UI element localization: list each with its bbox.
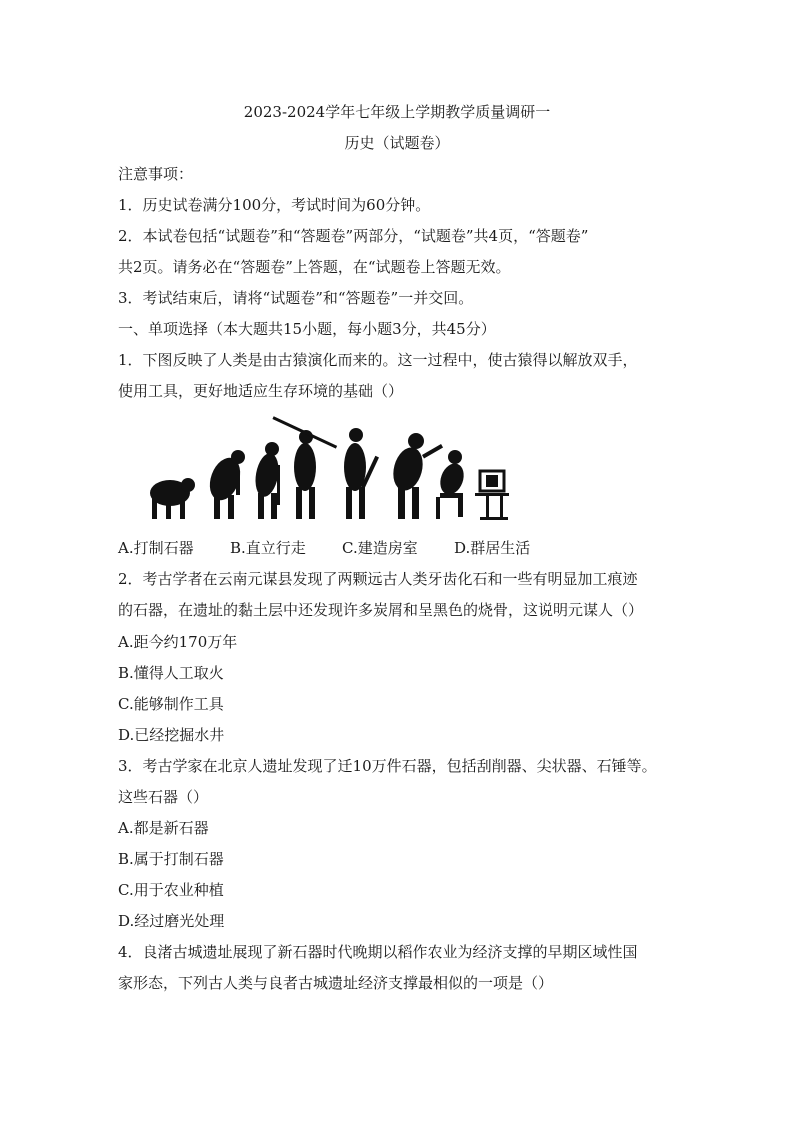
notice-item: 1．历史试卷满分100分，考试时间为60分钟。 bbox=[118, 196, 431, 214]
option-c[interactable]: C.能够制作工具 bbox=[118, 695, 224, 713]
notice-item: 共2页。请务必在“答题卷”上答题，在“试题卷上答题无效。 bbox=[118, 258, 511, 276]
option-b[interactable]: B.直立行走 bbox=[230, 539, 306, 557]
question-1-options bbox=[118, 538, 698, 558]
option-c[interactable]: C.用于农业种植 bbox=[118, 881, 224, 899]
option-d[interactable]: D.经过磨光处理 bbox=[118, 912, 225, 930]
option-b[interactable]: B.属于打制石器 bbox=[118, 850, 224, 868]
question-1-stem: 1．下图反映了人类是由古猿演化而来的。这一过程中，使古猿得以解放双手， bbox=[118, 351, 638, 369]
option-a[interactable]: A.打制石器 bbox=[118, 539, 194, 557]
section-heading: 一、单项选择（本大题共15小题，每小题3分，共45分） bbox=[118, 320, 496, 338]
question-4-stem: 4．良渚古城遗址展现了新石器时代晚期以稻作农业为经济支撑的早期区域性国 bbox=[118, 943, 638, 961]
question-3-stem: 3．考古学家在北京人遗址发现了迁10万件石器，包括刮削器、尖状器、石锤等。 bbox=[118, 757, 657, 775]
exam-title: 2023-2024学年七年级上学期教学质量调研一 bbox=[243, 103, 551, 121]
exam-subtitle: 历史（试题卷） bbox=[344, 134, 450, 152]
option-d[interactable]: D.已经挖掘水井 bbox=[118, 726, 225, 744]
question-3-stem: 这些石器（） bbox=[118, 788, 209, 806]
computer-desk bbox=[475, 471, 509, 520]
human-evolution-figure bbox=[140, 415, 510, 525]
option-a[interactable]: A.距今约170万年 bbox=[118, 633, 238, 651]
option-d[interactable]: D.群居生活 bbox=[454, 539, 531, 557]
notice-item: 3．考试结束后，请将“试题卷”和“答题卷”一并交回。 bbox=[118, 289, 474, 307]
computer-user-silhouette bbox=[436, 450, 468, 519]
hominid-silhouette-4 bbox=[344, 428, 379, 519]
question-1-stem: 使用工具，更好地适应生存环境的基础（） bbox=[118, 382, 404, 400]
notice-heading: 注意事项： bbox=[118, 165, 194, 183]
option-c[interactable]: C.建造房室 bbox=[342, 539, 418, 557]
human-silhouette bbox=[389, 433, 443, 519]
question-2-stem: 2．考古学者在云南元谋县发现了两颗远古人类牙齿化石和一些有明显加工痕迹 bbox=[118, 570, 638, 588]
question-4-stem: 家形态，下列古人类与良者古城遗址经济支撑最相似的一项是（） bbox=[118, 974, 554, 992]
hominid-silhouette-2 bbox=[252, 442, 281, 519]
option-b[interactable]: B.懂得人工取火 bbox=[118, 664, 224, 682]
option-a[interactable]: A.都是新石器 bbox=[118, 819, 209, 837]
question-2-stem: 的石器，在遗址的黏土层中还发现许多炭屑和呈黑色的烧骨，这说明元谋人（） bbox=[118, 601, 644, 619]
notice-item: 2．本试卷包括“试题卷”和“答题卷”两部分，“试题卷”共4页，“答题卷” bbox=[118, 227, 589, 245]
ape-silhouette bbox=[150, 478, 195, 519]
hominid-silhouette-3 bbox=[272, 416, 337, 519]
hominid-silhouette-1 bbox=[204, 450, 245, 519]
